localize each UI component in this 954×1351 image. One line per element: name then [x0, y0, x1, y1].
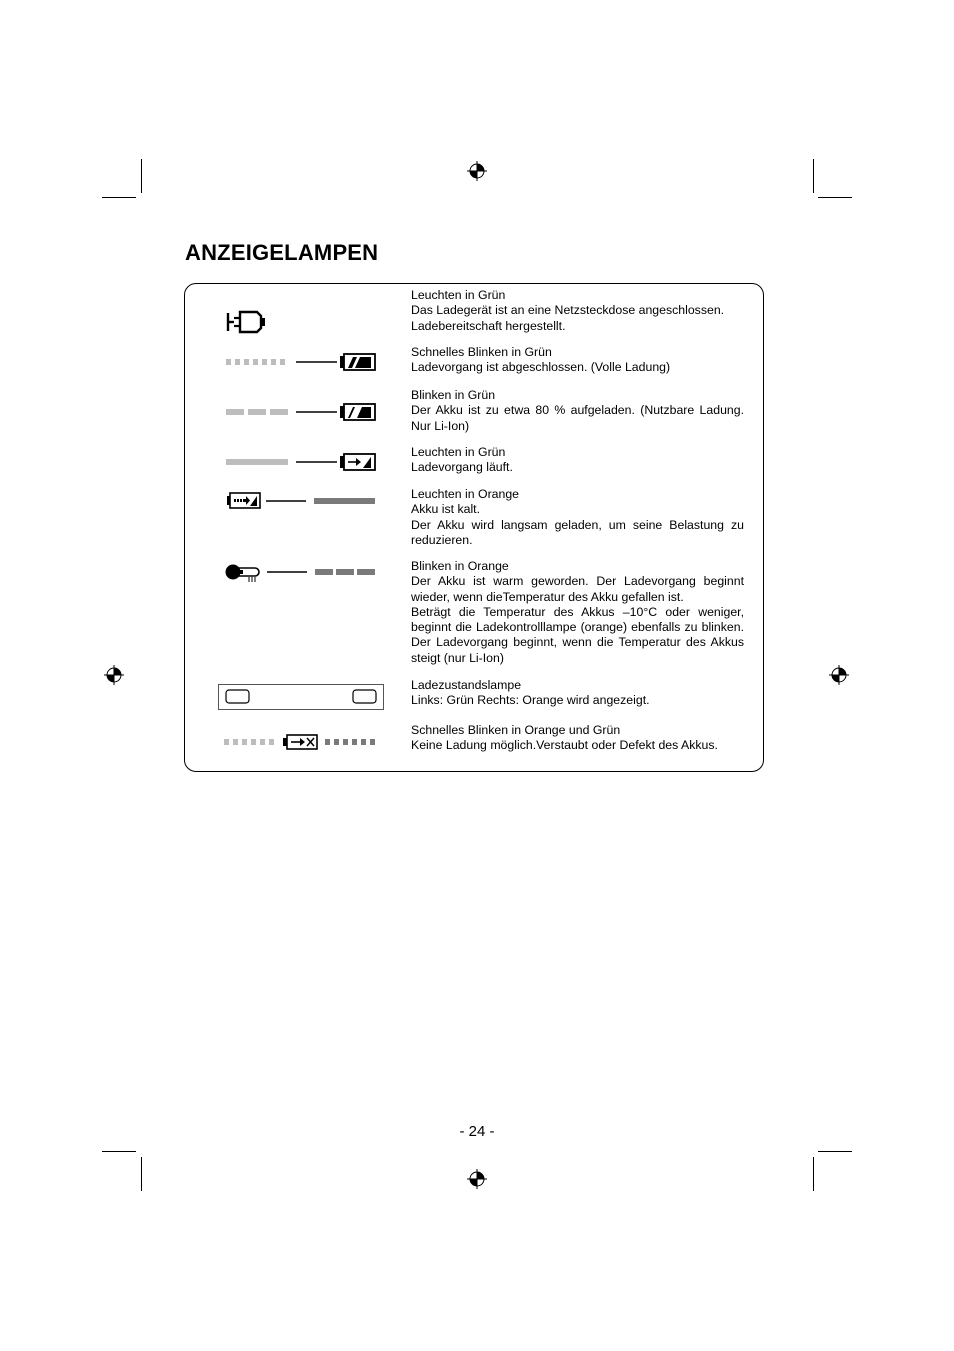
page-title: ANZEIGELAMPEN — [185, 240, 379, 265]
description-line: Der Akku wird langsam geladen, um seine Belastung zu reduzieren. — [411, 517, 744, 547]
page-number: - 24 - — [459, 1123, 495, 1140]
battery-charging-icon — [224, 453, 378, 473]
description-line: Das Ladegerät ist an eine Netzsteckdose angeschlossen. — [411, 303, 725, 318]
registration-mark-icon — [467, 1169, 487, 1189]
plug-icon — [226, 309, 268, 335]
thermometer-icon — [224, 561, 378, 585]
description-line: Leuchten in Orange — [411, 487, 520, 501]
battery-cold-icon — [224, 491, 378, 511]
crop-mark — [813, 1157, 814, 1191]
description-line: Schnelles Blinken in Grün — [411, 345, 552, 359]
description-line: Schnelles Blinken in Orange und Grün — [411, 723, 621, 737]
crop-mark — [102, 197, 136, 198]
indicator-description — [411, 345, 744, 376]
indicator-description — [411, 559, 744, 666]
description-line: Akku ist kalt. — [411, 502, 481, 517]
crop-mark — [818, 197, 852, 198]
description-line: Beträgt die Temperatur des Akkus –10°C oder weniger, beginnt die Ladekontrolllampe (orange) ebenfalls zu blinken. Der Ladevorgang beginnt, wenn die Temperatur des Akkus steigt (nur Li-Ion) — [411, 604, 744, 665]
indicator-description — [411, 678, 744, 709]
registration-mark-icon — [104, 665, 124, 685]
description-line: Leuchten in Grün — [411, 288, 506, 302]
crop-mark — [818, 1151, 852, 1152]
registration-mark-icon — [467, 161, 487, 181]
registration-mark-icon — [829, 665, 849, 685]
description-line: Ladevorgang läuft. — [411, 460, 513, 475]
description-line: Ladezustandslampe — [411, 678, 522, 692]
description-line: Leuchten in Grün — [411, 445, 506, 459]
indicator-description — [411, 723, 744, 754]
description-line: Keine Ladung möglich.Verstaubt oder Defekt des Akkus. — [411, 738, 718, 753]
description-line: Der Akku ist zu etwa 80 % aufgeladen. (Nutzbare Ladung. Nur Li-Ion) — [411, 403, 744, 433]
battery-error-icon — [222, 732, 380, 752]
description-line: Ladevorgang ist abgeschlossen. (Volle Ladung) — [411, 360, 671, 375]
crop-mark — [813, 159, 814, 193]
battery-full-icon — [224, 353, 378, 373]
indicator-description — [411, 445, 744, 476]
crop-mark — [141, 1157, 142, 1191]
indicator-description — [411, 487, 744, 548]
crop-mark — [102, 1151, 136, 1152]
description-line: Blinken in Orange — [411, 559, 509, 573]
charge-status-lamp-icon — [218, 684, 384, 710]
description-line: Links: Grün Rechts: Orange wird angezeigt. — [411, 693, 650, 708]
indicator-description — [411, 288, 744, 334]
battery-80-icon — [224, 403, 378, 423]
crop-mark — [141, 159, 142, 193]
indicator-description — [411, 388, 744, 434]
description-line: Ladebereitschaft hergestellt. — [411, 318, 566, 333]
description-line: Der Akku ist warm geworden. Der Ladevorgang beginnt wieder, wenn dieTemperatur des Akku gefallen ist. — [411, 574, 744, 604]
description-line: Blinken in Grün — [411, 388, 496, 402]
